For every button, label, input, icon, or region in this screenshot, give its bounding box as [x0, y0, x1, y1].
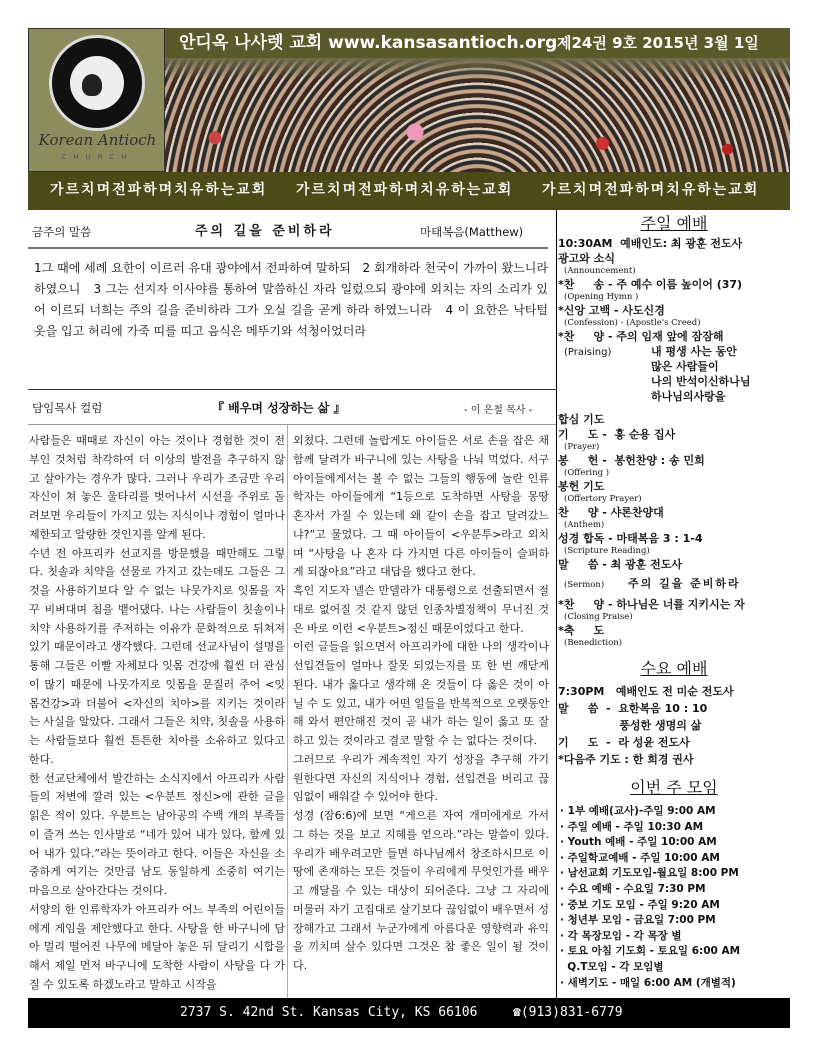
praise-song: 하나님의사랑을	[651, 390, 726, 403]
meetings-title: 이번 주 모임	[630, 778, 718, 797]
order-item: 봉 헌 - 봉헌찬양 : 송 민희	[558, 454, 705, 467]
paragraph: 한 선교단체에서 발간하는 소식지에서 아프리카 사람들의 저변에 깔려 있는 <우분트 정신>에 관한 글을 읽은 적이 있다. 우분트는 남아공의 수백 개의 부족들이 즐겨 쓰는 인사말로 “네가 있어 내가 있다, 함께 있어 내가 있다.”라는 뜻이라고 한다. 이들은 자신을 소중하게 여기는 것만큼 남도 동일하게 소중히 여기는 마음으로 살아간다는 것이다.	[29, 771, 285, 897]
meeting-item: · 토요 아침 기도회 - 토요일 6:00 AM	[560, 945, 741, 958]
logo-subtitle: CHURCH	[61, 153, 134, 161]
column-divider	[287, 425, 288, 998]
column-right	[293, 432, 549, 976]
order-item: *찬 양 - 주의 임재 앞에 잠잠해	[558, 330, 724, 343]
order-item: *신앙 고백 - 사도신경	[558, 304, 665, 317]
order-item-english: (Confession) - (Apostle's Creed)	[564, 318, 701, 328]
praise-song: 많은 사람들이	[651, 360, 719, 373]
order-item-english: (Prayer)	[564, 442, 600, 452]
order-item: 성경 합독 - 마태복음 3 : 1-4	[558, 532, 703, 545]
divider	[28, 424, 556, 425]
order-item-english: (Opening Hymn )	[564, 292, 639, 302]
wednesday-item: 풍성한 생명의 삶	[558, 719, 702, 732]
scripture-book: 마태복음(Matthew)	[420, 225, 524, 239]
footer	[28, 998, 790, 1028]
order-item: 말 씀 - 최 광훈 전도사	[558, 558, 683, 571]
congregation-photo	[165, 58, 790, 172]
title-bar	[165, 28, 790, 58]
scripture-title: 주의 길을 준비하라	[195, 224, 335, 239]
praise-row: (Praising) 내 평생 사는 동안	[564, 345, 737, 358]
order-item-english: (Closing Praise)	[564, 612, 633, 622]
slogan-text: 가르치며전파하며치유하는교회	[542, 182, 760, 198]
paragraph: 성경 (잠6:6)에 보면 “게으른 자여 개미에게로 가서 그 하는 것을 보고 지혜를 얻으라.”라는 말씀이 있다. 우리가 배우려고만 들면 하나님께서 창조하시므로 이 땅에 존재하는 모든 것들이 우리에게 무엇인가를 배우고 깨달을 수 있는 대상이 되어준다. 그냥 그 자리에 머물러 자기 고집대로 살기보다 끊임없이 배우면서 성장해가고 그래서 누군가에게 아름다운 영향력과 유익을 끼치며 살수 있다면 그것은 참 좋은 일이 될 것이다.	[293, 809, 549, 972]
paragraph: 사람들은 때때로 자신이 아는 것이나 경험한 것이 전부인 것처럼 착각하여 더 이상의 발전을 추구하지 않고 살아가는 경우가 많다. 그러나 우리가 조금만 우리 자신이 쳐 놓은 울타리를 벗어나서 시선을 주위로 돌려보면 우리들이 가지고 있는 지식이나 경험이 얼마나 제한되고 알량한 것인지를 알게 된다.	[29, 434, 285, 541]
order-item-english: (Scripture Reading)	[564, 546, 650, 556]
sunday-title: 주일 예배	[640, 214, 708, 233]
church-title: 안디옥 나사렛 교회 www.kansasantioch.org	[179, 33, 558, 53]
column-left	[29, 432, 285, 995]
paragraph: 서양의 한 인류학자가 아프리카 어느 부족의 어린이들에게 게임을 제안했다고 한다. 사탕을 한 바구니에 담아 멀리 떨어진 나무에 메달아 놓은 뒤 달리기 시합을 해서 제일 먼저 바구니에 도착한 사람이 사탕을 다 가질 수 있도록 하겠노라고 말하고 시작을	[29, 902, 285, 991]
worship-sidebar	[558, 212, 790, 991]
paragraph: 외쳤다. 그런데 놀랍게도 아이들은 서로 손을 잡은 채 함께 달려가 바구니에 있는 사탕을 나눠 먹었다. 서구아이들에게서는 볼 수 없는 그들의 행동에 놀란 인류학자는 아이들에게 “1등으로 도착하면 사탕을 몽땅 혼자서 가질 수 있는데 왜 같이 손을 잡고 달려갔느냐?”고 물었다. 그 때 아이들이 <우분투>라고 외치며 “사탕을 나 혼자 다 가지면 다른 아이들이 슬퍼하게 되잖아요”라고 대답을 했다고 한다.	[293, 434, 549, 579]
praise-song: 나의 반석이신하나님	[651, 375, 751, 388]
slogan-text: 가르치며전파하며치유하는교회	[296, 182, 514, 198]
order-item: 광고와 소식	[558, 252, 615, 265]
meeting-item: · 남선교회 기도모임-월요일 8:00 PM	[560, 867, 739, 880]
meeting-item: · 청년부 모임 - 금요일 7:00 PM	[560, 914, 716, 927]
meeting-item: · 새벽기도 - 매일 6:00 AM (개별적)	[560, 976, 736, 989]
meeting-item: · 주일학교예배 - 주일 10:00 AM	[560, 851, 720, 864]
paragraph: 수년 전 아프리카 선교지를 방문했을 때만해도 그렇다. 칫솔과 치약을 선물로 가지고 갔는데도 그들은 그것을 사용하기보다 알 수 없는 나뭇가지로 잇몸을 자꾸 비벼대며 침을 뱉어댔다. 나는 사람들이 칫솔이나 치약 사용하기를 주저하는 이유가 문화적으로 뒤쳐져 있기 때문이라고 생각했다. 그런데 선교사님이 설명을 통해 그들은 이빨 자체보다 잇몸 건강에 훨씬 더 관심이 많기 때문에 나뭇가지로 잇몸을 문질러 주어 <잇몸건강>과 더불어 <자신의 치아>를 지키는 것이라는 사실을 알았다. 그래서 그들은 치약, 칫솔을 사용하는 사람들보다 훨씬 튼튼한 치아를 소유하고 있다고 한다.	[29, 546, 285, 766]
wednesday-item: 기 도 - 라 성윤 전도사	[558, 736, 690, 749]
column-title: 『 배우며 성장하는 삶 』	[212, 401, 346, 415]
order-item: *찬 송 - 주 예수 이름 높이어 (37)	[558, 278, 743, 291]
order-item-english: (Anthem)	[564, 520, 605, 530]
column-divider	[556, 210, 557, 998]
scripture-label: 금주의 말씀	[32, 225, 92, 239]
order-item: *축 도	[558, 624, 605, 637]
slogan-text: 가르치며전파하며치유하는교회	[50, 182, 268, 198]
sermon-row: (Sermon) 주의 길을 준비하라	[564, 577, 741, 590]
paragraph: 흑인 지도자 넬슨 만델라가 대통령으로 선출되면서 절대로 없어질 것 같지 않던 인종차별정책이 무너진 것은 바로 이런 <우분트>정신 때문이었다고 한다.	[293, 584, 549, 635]
order-item-english: (Offering )	[564, 468, 610, 478]
order-item: 찬 양 - 샤론찬양대	[558, 506, 664, 519]
column-author: - 이 은철 목사 -	[464, 405, 533, 416]
praise-song: 내 평생 사는 동안	[651, 345, 737, 358]
logo-name: Korean Antioch	[38, 131, 157, 149]
wednesday-item: 7:30PM 예배인도 전 미순 전도사	[558, 685, 734, 698]
order-item: 기 도 - 홍 순용 집사	[558, 428, 676, 441]
meeting-item: · 수요 예배 - 수요일 7:30 PM	[560, 882, 706, 895]
paragraph: 이런 글들을 읽으면서 아프리카에 대한 나의 생각이나 선입견들이 얼마나 잘못 되었는지를 또 한 번 깨닫게 된다. 내가 옳다고 생각해 온 것들이 다 옳은 것이 아닐 수 도 있고, 내가 어떤 일들을 반복적으로 오랫동안 해 와서 편안해진 것이 곧 내가 하는 일이 옳고 또 잘하고 있는 것이라고 결코 말할 수 는 없다는 것이다.	[293, 640, 549, 747]
issue-date: 제24권 9호 2015년 3월 1일	[557, 34, 759, 52]
meeting-item: · 1부 예배(교사)-주일 9:00 AM	[560, 805, 716, 817]
meeting-item: · Youth 예배 - 주일 10:00 AM	[560, 836, 717, 849]
meeting-item: Q.T모임 - 각 모임별	[560, 960, 664, 973]
slogan-band	[28, 172, 790, 210]
column-label: 담임목사 컬럼	[32, 401, 103, 415]
order-item: *찬 양 - 하나님은 너를 지키시는 자	[558, 598, 745, 611]
wednesday-title: 수요 예배	[640, 659, 708, 678]
meeting-item: · 중보 기도 모임 - 주일 9:20 AM	[560, 898, 720, 911]
wednesday-item: *다음주 기도 : 한 희경 권사	[558, 753, 694, 766]
meeting-item: · 각 목장모임 - 각 목장 별	[560, 929, 682, 942]
divider	[28, 247, 548, 249]
meeting-item: · 주일 예배 - 주일 10:30 AM	[560, 820, 704, 833]
divider	[28, 389, 556, 390]
sermon-title: 주의 길을 준비하라	[628, 577, 741, 590]
paragraph: 그러므로 우리가 계속적인 자기 성장을 추구해 가기 원한다면 자신의 지식이나 경험, 선입견을 버리고 끊임없이 배워갈 수 있어야 한다.	[293, 752, 549, 804]
address: 2737 S. 42nd St. Kansas City, KS 66106	[180, 1005, 478, 1020]
scripture-text: 1그 때에 세례 요한이 이르러 유대 광야에서 전파하여 말하되 2 회개하라 천국이 가까이 왔느니라 하였으니 3 그는 선지자 이사야를 통하여 말씀하신 자라 일렀으되 광야에 외치는 자의 소리가 있어 이르되 너희는 주의 길을 준비하라 그가 오실 길을 곧게 하라 하였느니라 4 이 요한은 낙타털 옷을 입고 허리에 가죽 띠를 띠고 음식은 메뚜기와 석청이었더라	[34, 261, 552, 338]
order-item-english: (Announcement)	[564, 266, 636, 276]
order-item: 10:30AM 예배인도: 최 광훈 전도사	[558, 237, 743, 250]
order-item-english: (Offertory Prayer)	[564, 494, 642, 504]
order-item-english: (Benediction)	[564, 638, 623, 648]
order-item: 합심 기도	[558, 413, 605, 426]
church-logo	[28, 28, 165, 172]
order-item: 봉헌 기도	[558, 480, 605, 493]
wednesday-item: 말 씀 - 요한복음 10 : 10	[558, 702, 708, 715]
nazarene-seal-icon	[49, 35, 145, 131]
phone: ☎(913)831-6779	[513, 1005, 623, 1020]
